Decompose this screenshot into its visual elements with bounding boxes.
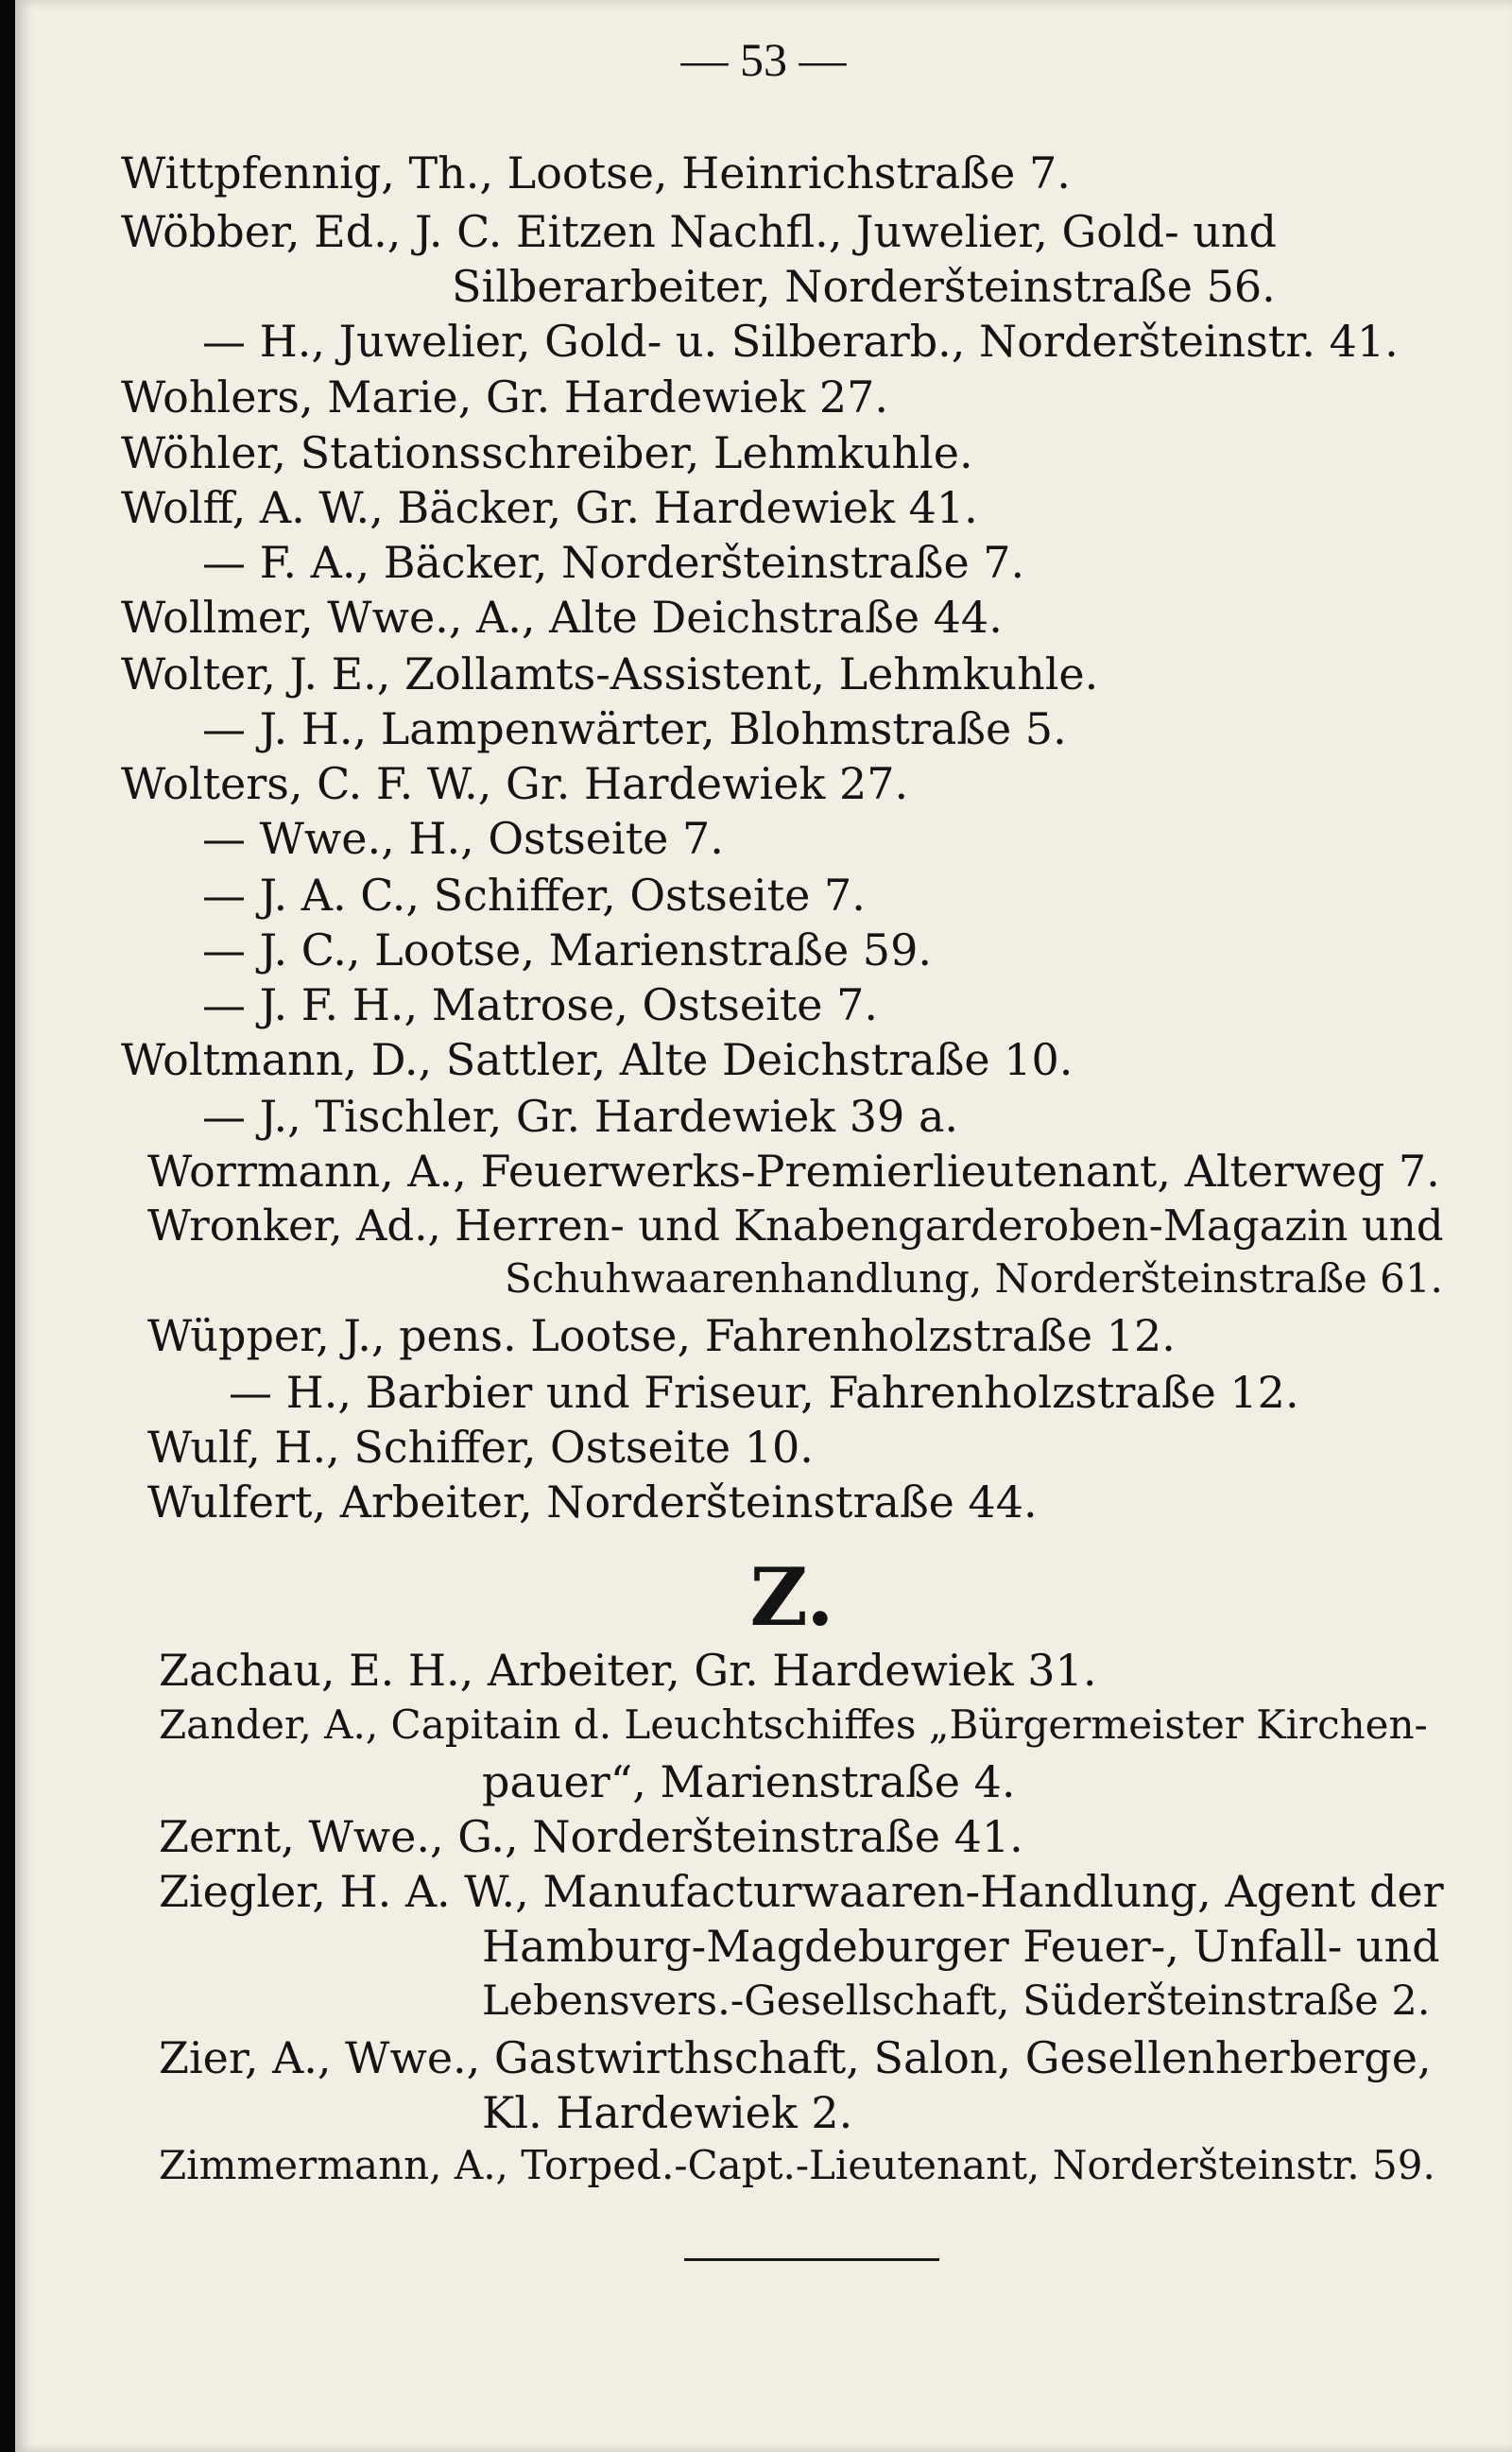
directory-line: Wolters, C. F. W., Gr. Hardewiek 27. <box>121 758 909 809</box>
directory-line: Wulfert, Arbeiter, Norderšteinstraße 44. <box>147 1476 1038 1528</box>
directory-line: — H., Barbier und Friseur, Fahrenholzstraße 12. <box>229 1367 1299 1418</box>
directory-line: Wronker, Ad., Herren- und Knabengarderoben-Magazin und <box>147 1200 1444 1251</box>
directory-entries <box>15 0 1512 2452</box>
directory-line: — J. H., Lampenwärter, Blohmstraße 5. <box>202 703 1067 754</box>
page-number: — 53 — <box>680 33 847 86</box>
directory-line: Zander, A., Capitain d. Leuchtschiffes „Bürgermeister Kirchen- <box>159 1701 1428 1748</box>
directory-line: Schuhwaarenhandlung, Norderšteinstraße 61. <box>505 1255 1443 1302</box>
directory-line: pauer“, Marienstraße 4. <box>482 1756 1016 1807</box>
directory-line: Wolff, A. W., Bäcker, Gr. Hardewiek 41. <box>121 482 978 533</box>
directory-line: Wohlers, Marie, Gr. Hardewiek 27. <box>121 371 889 423</box>
directory-line: — J., Tischler, Gr. Hardewiek 39 a. <box>202 1091 958 1142</box>
directory-line: Wöbber, Ed., J. C. Eitzen Nachfl., Juwelier, Gold- und <box>121 206 1277 257</box>
directory-line: Zier, A., Wwe., Gastwirthschaft, Salon, Gesellenherberge, <box>159 2032 1432 2083</box>
directory-line: — J. C., Lootse, Marienstraße 59. <box>202 924 932 976</box>
directory-line: Woltmann, D., Sattler, Alte Deichstraße 10. <box>121 1034 1074 1085</box>
directory-line: — F. A., Bäcker, Norderšteinstraße 7. <box>202 537 1025 588</box>
directory-line: Lebensvers.-Gesellschaft, Süderšteinstraße 2. <box>482 1977 1431 2025</box>
book-page <box>15 0 1512 2452</box>
directory-line: Worrmann, A., Feuerwerks-Premierlieutenant, Alterweg 7. <box>147 1146 1440 1197</box>
directory-line: Zimmermann, A., Torped.-Capt.-Lieutenant, Norderšteinstr. 59. <box>159 2142 1435 2188</box>
directory-line: Silberarbeiter, Norderšteinstraße 56. <box>452 261 1276 312</box>
directory-line: Zernt, Wwe., G., Norderšteinstraße 41. <box>159 1811 1023 1862</box>
closing-rule <box>684 2258 939 2261</box>
directory-line: Zachau, E. H., Arbeiter, Gr. Hardewiek 31. <box>159 1645 1097 1696</box>
directory-line: Hamburg-Magdeburger Feuer-, Unfall- und <box>482 1921 1440 1972</box>
directory-line: — J. A. C., Schiffer, Ostseite 7. <box>202 870 866 921</box>
directory-line: — J. F. H., Matrose, Ostseite 7. <box>202 979 879 1030</box>
directory-line: Wolter, J. E., Zollamts-Assistent, Lehmkuhle. <box>121 648 1099 699</box>
directory-line: — H., Juwelier, Gold- u. Silberarb., Norderšteinstr. 41. <box>202 316 1399 367</box>
section-heading-z: Z. <box>749 1550 834 1644</box>
directory-line: Wittpfennig, Th., Lootse, Heinrichstraße 7. <box>121 147 1071 199</box>
directory-line: Wollmer, Wwe., A., Alte Deichstraße 44. <box>121 592 1003 643</box>
directory-line: Wüpper, J., pens. Lootse, Fahrenholzstraße 12. <box>147 1310 1176 1361</box>
directory-line: — Wwe., H., Ostseite 7. <box>202 813 724 864</box>
directory-line: Kl. Hardewiek 2. <box>482 2087 853 2138</box>
directory-line: Wulf, H., Schiffer, Ostseite 10. <box>147 1422 814 1473</box>
directory-line: Wöhler, Stationsschreiber, Lehmkuhle. <box>121 427 973 478</box>
directory-line: Ziegler, H. A. W., Manufacturwaaren-Handlung, Agent der <box>159 1866 1444 1917</box>
